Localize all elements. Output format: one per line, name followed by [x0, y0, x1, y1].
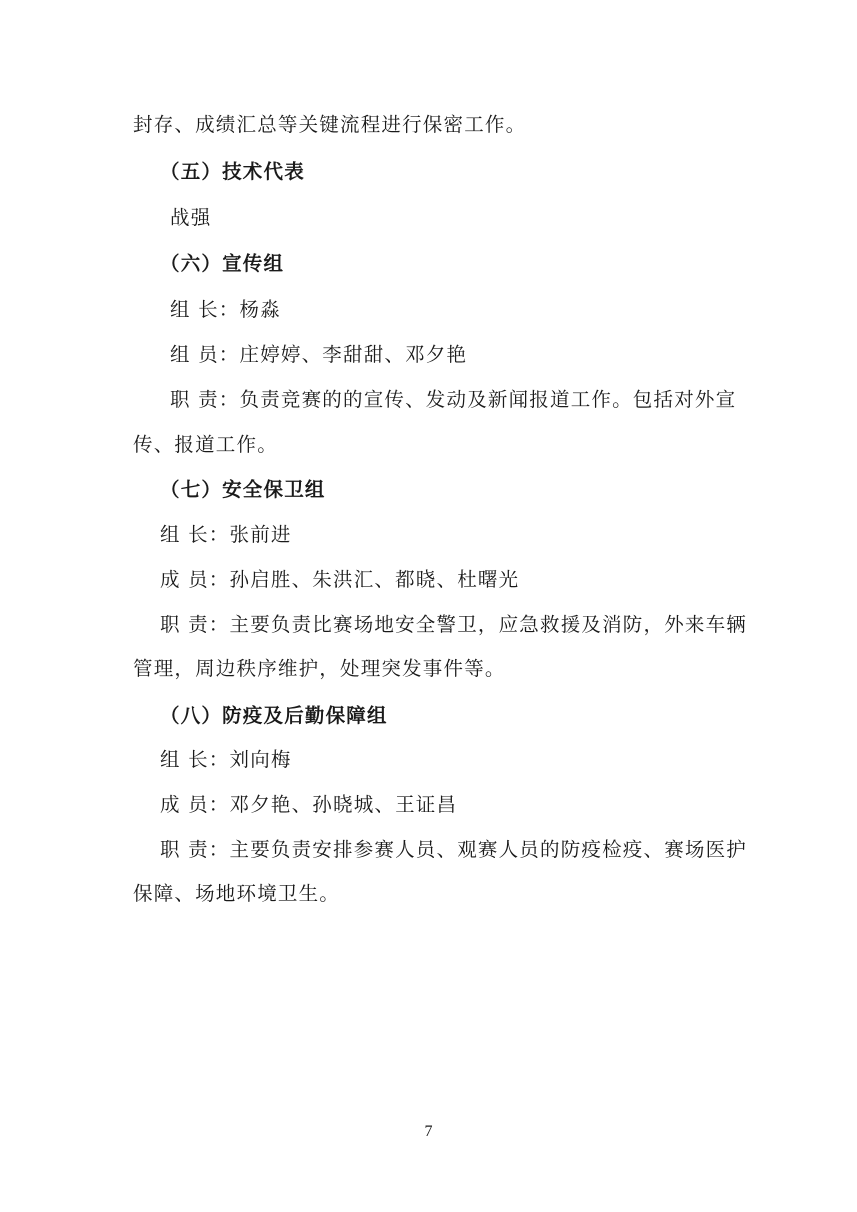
- logistics-duties-continued: 保障、场地环境卫生。: [133, 882, 341, 905]
- section-heading-security: （七）安全保卫组: [160, 478, 326, 501]
- security-duties: 职 责：主要负责比赛场地安全警卫，应急救援及消防，外来车辆: [160, 613, 747, 636]
- security-members: 成 员：孙启胜、朱洪汇、都晓、杜曙光: [160, 568, 520, 591]
- page-number: 7: [424, 1123, 433, 1140]
- security-leader: 组 长：张前进: [160, 523, 292, 546]
- publicity-duties-continued: 传、报道工作。: [133, 433, 278, 456]
- logistics-leader: 组 长：刘向梅: [160, 748, 292, 771]
- logistics-members: 成 员：邓夕艳、孙晓城、王证昌: [160, 793, 458, 816]
- paragraph-continuation: 封存、成绩汇总等关键流程进行保密工作。: [133, 113, 527, 136]
- section-heading-tech-rep: （五）技术代表: [160, 160, 305, 183]
- section-heading-publicity: （六）宣传组: [160, 252, 285, 275]
- publicity-members: 组 员：庄婷婷、李甜甜、邓夕艳: [170, 343, 468, 366]
- tech-rep-name: 战强: [170, 206, 212, 229]
- logistics-duties: 职 责：主要负责安排参赛人员、观赛人员的防疫检疫、赛场医护: [160, 838, 747, 861]
- section-heading-epidemic-logistics: （八）防疫及后勤保障组: [160, 704, 388, 727]
- publicity-duties: 职 责：负责竞赛的的宣传、发动及新闻报道工作。包括对外宣: [170, 388, 737, 411]
- publicity-leader: 组 长：杨淼: [170, 298, 281, 321]
- security-duties-continued: 管理，周边秩序维护，处理突发事件等。: [133, 657, 506, 680]
